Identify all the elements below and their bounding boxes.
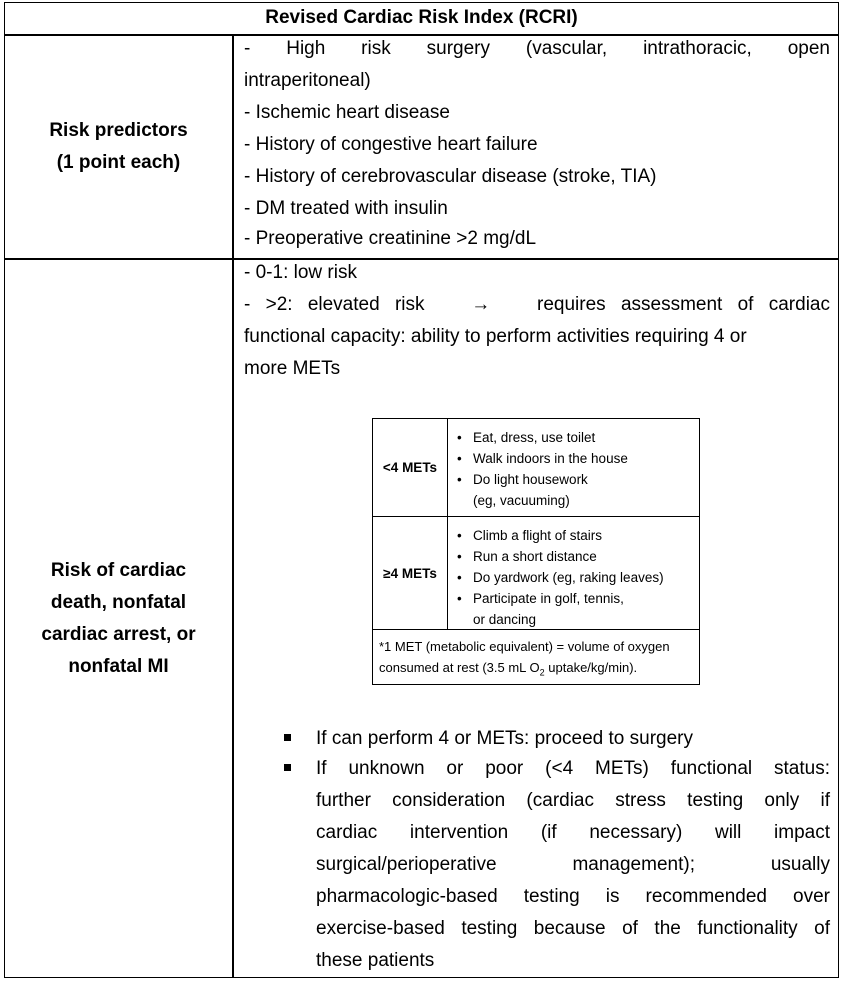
- predictor-item-6: - Preoperative creatinine >2 mg/dL: [244, 228, 537, 249]
- predictor-item-3: - History of congestive heart failure: [244, 134, 538, 155]
- mets-row-high: [373, 516, 699, 630]
- mets-high-item: • Run a short distance: [457, 546, 695, 567]
- outcome-label-line4: nonfatal MI: [68, 656, 169, 677]
- mets-high-item: • Participate in golf, tennis,: [457, 588, 695, 609]
- mets-low-item: • Eat, dress, use toilet: [457, 427, 695, 448]
- outcome-label: [4, 260, 233, 978]
- square-bullet-icon: [284, 734, 291, 741]
- predictor-item-2: - Ischemic heart disease: [244, 102, 450, 123]
- bullet-unknown-line6: exercise-based testing because of the functionality of: [316, 918, 830, 939]
- elevated-risk-line-3: more METs: [244, 358, 341, 379]
- predictor-item-5: - DM treated with insulin: [244, 198, 448, 219]
- bullet-unknown-line7: these patients: [316, 950, 435, 971]
- square-bullet-icon: [284, 764, 291, 771]
- predictor-item-1-cont: intraperitoneal): [244, 70, 371, 91]
- low-risk-text: - 0-1: low risk: [244, 262, 357, 283]
- mets-low-item-cont: (eg, vacuuming): [473, 493, 570, 508]
- bullet-unknown-line2: further consideration (cardiac stress testing only if: [316, 790, 830, 811]
- bullet-icon: •: [457, 430, 462, 445]
- elevated-risk-line: [244, 293, 830, 317]
- bullet-unknown-line4: surgical/perioperative management); usually: [316, 854, 830, 875]
- mets-footnote-row: [373, 629, 699, 685]
- predictor-item-4: - History of cerebrovascular disease (stroke, TIA): [244, 166, 657, 187]
- mets-high-item: • Climb a flight of stairs: [457, 525, 695, 546]
- mets-low-item: • Walk indoors in the house: [457, 448, 695, 469]
- mets-row-low: [373, 419, 699, 516]
- table-title: Revised Cardiac Risk Index (RCRI): [265, 7, 578, 28]
- bullet-proceed: If can perform 4 or METs: proceed to surgery: [316, 728, 693, 749]
- mets-low-label: <4 METs: [373, 419, 448, 516]
- bullet-icon: •: [457, 451, 462, 466]
- bullet-unknown-line1: If unknown or poor (<4 METs) functional status:: [316, 758, 830, 779]
- outcome-label-line1: Risk of cardiac: [50, 560, 187, 581]
- outcome-label-line2: death, nonfatal: [50, 592, 187, 613]
- bullet-icon: •: [457, 549, 462, 564]
- risk-predictors-label-line2: (1 point each): [56, 152, 181, 173]
- assessment-text: requires assessment of cardiac: [537, 294, 830, 315]
- outcome-label-line3: cardiac arrest, or: [41, 624, 196, 645]
- bullet-unknown-line3: cardiac intervention (if necessary) will impact: [316, 822, 830, 843]
- bullet-icon: •: [457, 472, 462, 487]
- elevated-risk-line-2: functional capacity: ability to perform activities requiring 4 or: [244, 326, 747, 347]
- bullet-icon: •: [457, 591, 462, 606]
- mets-high-label: ≥4 METs: [373, 517, 448, 630]
- bullet-icon: •: [457, 570, 462, 585]
- mets-footnote-line2: consumed at rest (3.5 mL $O_2$ uptake/kg/min).: [379, 660, 638, 678]
- risk-predictors-label-line1: Risk predictors: [49, 120, 188, 141]
- bullet-unknown-line5: pharmacologic-based testing is recommended over: [316, 886, 830, 907]
- arrow-icon: →: [471, 294, 491, 315]
- mets-table: [372, 418, 700, 685]
- mets-footnote-line1: *1 MET (metabolic equivalent) = volume of oxygen: [379, 639, 670, 654]
- mets-low-item: • Do light housework: [457, 469, 695, 490]
- bullet-icon: •: [457, 528, 462, 543]
- mets-high-item: • Do yardwork (eg, raking leaves): [457, 567, 695, 588]
- mets-footnote: [379, 636, 695, 684]
- mets-high-item-cont: or dancing: [473, 612, 537, 627]
- predictor-item-1: - High risk surgery (vascular, intrathoracic, open: [244, 38, 830, 59]
- risk-predictors-label: [4, 36, 233, 258]
- elevated-risk-text: - >2: elevated risk: [244, 294, 425, 315]
